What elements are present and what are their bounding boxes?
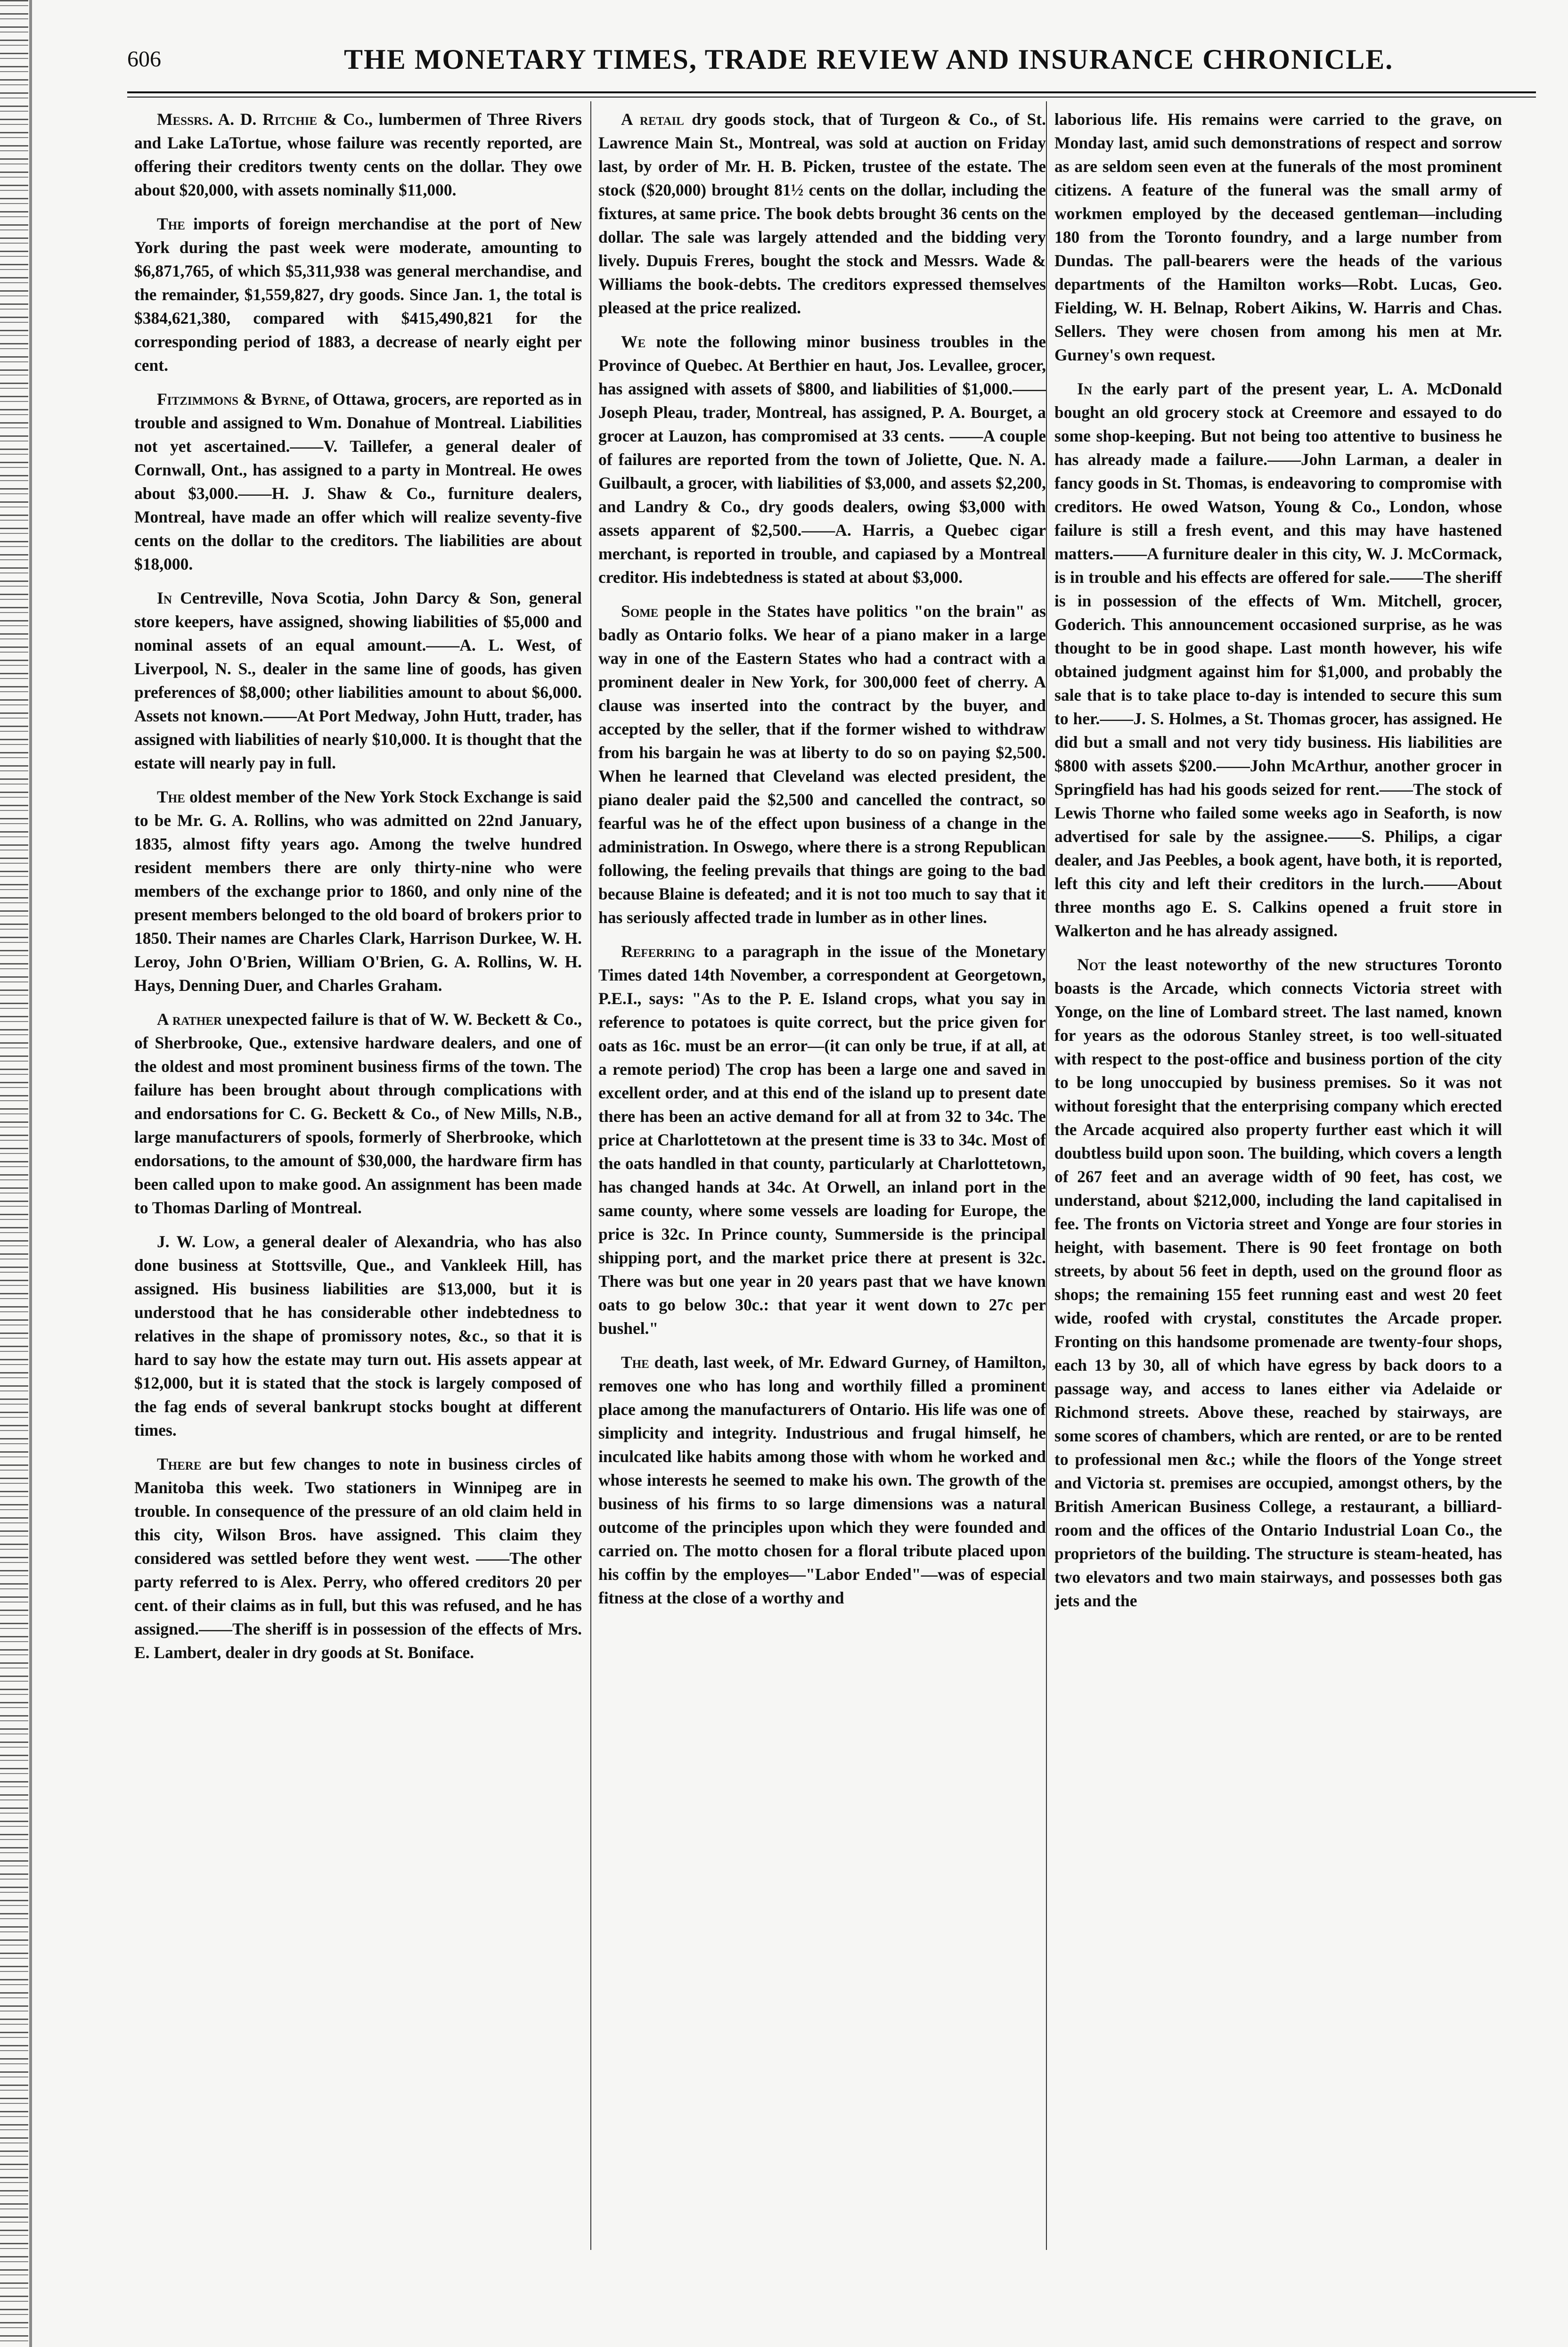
article-paragraph: [1054, 377, 1502, 942]
article-paragraph: [134, 1230, 582, 1442]
paragraph-text: to a paragraph in the issue of the Monetary Times dated 14th November, a correspondent at Georgetown, P.E.I., says: "As to the P. E. Island crops, what you say in reference to potatoes is quite correct, but the price given for oats as 16c. must be an error—(it can only be true, if at all, at a remote period) The crop has been a large one and saved in excellent order, and at this end of the island up to present date there has been an active demand for all at from 32 to 34c. The price at Charlottetown at the present time is 33 to 34c. Most of the oats handled in that county, particularly at Charlottetown, has changed hands at 34c. At Orwell, an inland port in the same county, where some vessels are loading for Europe, the price is 32c. In Prince county, Summerside is the principal shipping port, and the market price there at present is 32c. There was but one year in 20 years past that we have known oats to go below 30c.: that year it went down to 27c per bushel.": [598, 942, 1046, 1338]
paragraph-text: people in the States have politics "on the brain" as badly as Ontario folks. We hear of a piano maker in a large way in one of the Eastern States who had a contract with a prominent dealer in New York, for 300,000 feet of cherry. A clause was inserted into the contract by the buyer, and accepted by the seller, that if the former wished to withdraw from his bargain he was at liberty to do so on paying $2,500. When he learned that Cleveland was elected president, the piano dealer paid the $2,500 and cancelled the contract, so fearful was he of the effect upon business of a change in the administration. In Oswego, where there is a strong Republican following, the feeling prevails that things are going to the bad because Blaine is defeated; and it is not too much to say that it has seriously affected trade in lumber as in other lines.: [598, 602, 1046, 927]
paragraph-lead-words: J. W. Low,: [157, 1232, 239, 1251]
paragraph-lead-words: The: [157, 214, 185, 233]
paragraph-lead-words: Messrs. A. D. Ritchie & Co.,: [157, 110, 373, 129]
article-paragraph: [134, 586, 582, 775]
page-header: [127, 43, 1536, 84]
paragraph-text: Centreville, Nova Scotia, John Darcy & Son, general store keepers, have assigned, showing liabilities of $5,000 and nominal assets of an equal amount.——A. L. West, of Liverpool, N. S., dealer in the same line of goods, has given preferences of $8,000; other liabilities amount to about $6,000. Assets not known.——At Port Medway, John Hutt, trader, has assigned with liabilities of nearly $10,000. It is thought that the estate will nearly pay in full.: [134, 589, 582, 772]
paragraph-text: imports of foreign merchandise at the port of New York during the past week were moderate, amounting to $6,871,765, of which $5,311,938 was general merchandise, and the remainder, $1,559,827, dry goods. Since Jan. 1, the total is $384,621,380, compared with $415,490,821 for the corresponding period of 1883, a decrease of nearly eight per cent.: [134, 214, 582, 375]
page-number: 606: [127, 47, 161, 72]
article-paragraph: [598, 107, 1046, 319]
masthead-title: THE MONETARY TIMES, TRADE REVIEW AND INSURANCE CHRONICLE.: [344, 44, 1394, 75]
header-rule-thin: [127, 97, 1536, 98]
article-paragraph: [1054, 953, 1502, 1612]
column-divider-1: [590, 101, 591, 2250]
paragraph-text: dry goods stock, that of Turgeon & Co., of St. Lawrence Main St., Montreal, was sold at auction on Friday last, by order of Mr. H. B. Picken, trustee of the estate. The stock ($20,000) brought 81½ cents on the dollar, including the fixtures, at same price. The book debts brought 36 cents on the dollar. The sale was largely attended and the bidding very lively. Dupuis Freres, bought the stock and Messrs. Wade & Williams the book-debts. The creditors expressed themselves pleased at the price realized.: [598, 110, 1046, 317]
article-paragraph: [134, 212, 582, 377]
paragraph-text: the early part of the present year, L. A. McDonald bought an old grocery stock at Creemore and essayed to do some shop-keeping. But not being too attentive to business he has already made a failure.——John Larman, a dealer in fancy goods in St. Thomas, is endeavoring to compromise with creditors. He owed Watson, Young & Co., London, whose failure is still a fresh event, and this may have hastened matters.——A furniture dealer in this city, W. J. McCormack, is in trouble and his effects are offered for sale.——The sheriff is in possession of the effects of Wm. Mitchell, grocer, Goderich. This announcement occasioned surprise, as he was thought to be in good shape. Last month however, his wife obtained judgment against him for $1,000, and probably the sale that is to take place to-day is intended to secure this sum to her.——J. S. Holmes, a St. Thomas grocer, has assigned. He did but a small and not very tidy business. His liabilities are $800 with assets $200.——John McArthur, another grocer in Springfield has had his goods seized for rent.——The stock of Lewis Thorne who failed some weeks ago in Seaforth, is now advertised for sale by the assignee.——S. Philips, a cigar dealer, and Jas Peebles, a book agent, have both, it is reported, left this city and left their creditors in the lurch.——About three months ago E. S. Calkins opened a fruit store in Walkerton and he has already assigned.: [1054, 379, 1502, 940]
paragraph-lead-words: Fitzimmons & Byrne,: [157, 390, 310, 409]
paragraph-lead-words: In: [157, 589, 172, 607]
paragraph-text: the least noteworthy of the new structures Toronto boasts is the Arcade, which connects Victoria street with Yonge, on the line of Lombard street. The last named, known for years as the odorous Stanley street, is too well-situated with respect to the post-office and business portion of the city to be long unoccupied by business premises. So it was not without foresight that the enterprising company which erected the Arcade acquired also property further east which it will doubtless build upon soon. The building, which covers a length of 267 feet and an average width of 90 feet, has cost, we understand, about $212,000, including the land capitalised in fee. The fronts on Victoria street and Yonge are four stories in height, with basement. There is 90 feet frontage on both streets, by about 56 feet in depth, used on the ground floor as shops; the remaining 155 feet running east and west 20 feet wide, roofed with crystal, constitutes the Arcade proper. Fronting on this handsome promenade are twenty-four shops, each 13 by 30, all of which have egress by back doors to a passage way, and access to lanes either via Adelaide or Richmond streets. Above these, reached by stairways, are some scores of chambers, which are rented, or are to be rented to professional men &c.; while the floors of the Yonge street and Victoria st. premises are occupied, amongst others, by the British American Business College, a restaurant, a billiard-room and the offices of the Ontario Industrial Loan Co., the proprietors of the building. The structure is steam-heated, has two elevators and two main stairways, and possesses both gas jets and the: [1054, 955, 1502, 1610]
paragraph-lead-words: A rather: [157, 1010, 222, 1029]
paragraph-text: a general dealer of Alexandria, who has also done business at Stottsville, Que., and Vankleek Hill, has assigned. His business liabilities are $13,000, but it is understood that he has considerable other indebtedness to relatives in the shape of promissory notes, &c., so that it is hard to say how the estate may turn out. His assets appear at $12,000, but it is stated that the stock is largely composed of the fag ends of several bankrupt stocks bought at different times.: [134, 1232, 582, 1439]
paragraph-text: lumbermen of Three Rivers and Lake LaTortue, whose failure was recently reported, are offering their creditors twenty cents on the dollar. They owe about $20,000, with assets nominally $11,000.: [134, 110, 582, 199]
paragraph-lead-words: The: [621, 1353, 649, 1372]
paragraph-lead-words: We: [621, 332, 646, 351]
paragraph-text: are but few changes to note in business circles of Manitoba this week. Two stationers in Winnipeg are in trouble. In consequence of the pressure of an old claim held in this city, Wilson Bros. have assigned. This claim they considered was settled before they went west. ——The other party referred to is Alex. Perry, who offered creditors 20 per cent. of their claims as in full, but this was refused, and he has assigned.——The sheriff is in possession of the effects of Mrs. E. Lambert, dealer in dry goods at St. Boniface.: [134, 1455, 582, 1662]
paragraph-lead-words: In: [1077, 379, 1092, 398]
paragraph-text: death, last week, of Mr. Edward Gurney, of Hamilton, removes one who has long and worthily filled a prominent place among the manufacturers of Ontario. His life was one of simplicity and integrity. Industrious and frugal himself, he inculcated like habits among those with whom he worked and whose interests he seemed to make his own. The growth of the business of his firms to so large dimensions was a natural outcome of the principles upon which they were founded and carried on. The motto chosen for a floral tribute placed upon his coffin by the employes—"Labor Ended"—was of especial fitness at the close of a worthy and: [598, 1353, 1046, 1607]
paragraph-text: note the following minor business troubles in the Province of Quebec. At Berthier en haut, Jos. Levallee, grocer, has assigned with assets of $800, and liabilities of $1,000.——Joseph Pleau, trader, Montreal, has assigned, P. A. Bourget, a grocer at Lauzon, has compromised at 33 cents. ——A couple of failures are reported from the town of Joliette, Que. N. A. Guilbault, a grocer, with liabilities of $3,000, and assets $2,200, and Landry & Co., dry goods dealers, owing $3,000 with assets apparent of $2,500.——A. Harris, a Quebec cigar merchant, is reported in trouble, and capiased by a Montreal creditor. His indebtedness is stated at about $3,000.: [598, 332, 1046, 587]
article-paragraph: [134, 107, 582, 202]
column-3: [1054, 107, 1502, 2298]
paragraph-lead-words: A retail: [621, 110, 684, 129]
column-divider-2: [1046, 101, 1047, 2250]
page-binding-shadow: [29, 0, 32, 2347]
paragraph-text: laborious life. His remains were carried to the grave, on Monday last, amid such demonstrations of respect and sorrow as are seldom seen even at the funerals of the most prominent citizens. A feature of the funeral was the small army of workmen employed by the deceased gentleman—including 180 from the Toronto foundry, and a large number from Dundas. The pall-bearers were the heads of the various departments of the Hamilton works—Robt. Lucas, Geo. Fielding, W. H. Belnap, Robert Aikins, W. Harris and Chas. Sellers. They were chosen from among his men at Mr. Gurney's own request.: [1054, 110, 1502, 364]
article-paragraph: [134, 387, 582, 576]
page-binding-edge: [0, 0, 28, 2347]
article-paragraph: [598, 330, 1046, 589]
paragraph-text: unexpected failure is that of W. W. Beckett & Co., of Sherbrooke, Que., extensive hardware dealers, and one of the oldest and most prominent business firms of the town. The failure has been brought about through complications with and endorsations for C. G. Beckett & Co., of New Mills, N.B., large manufacturers of spools, formerly of Sherbrooke, which endorsations, to the amount of $30,000, the hardware firm has been called upon to make good. An assignment has been made to Thomas Darling of Montreal.: [134, 1010, 582, 1217]
article-paragraph: [134, 785, 582, 997]
header-rule-thick: [127, 91, 1536, 93]
article-paragraph: [598, 599, 1046, 929]
article-paragraph: [134, 1452, 582, 1664]
paragraph-lead-words: Not: [1077, 955, 1106, 974]
paragraph-lead-words: There: [157, 1455, 202, 1473]
article-paragraph: [1054, 107, 1502, 367]
paragraph-lead-words: The: [157, 787, 185, 806]
column-2: [598, 107, 1046, 2298]
column-1: [134, 107, 582, 2298]
paragraph-text: of Ottawa, grocers, are reported as in trouble and assigned to Wm. Donahue of Montreal. Liabilities not yet ascertained.——V. Taillefer, a general dealer of Cornwall, Ont., has assigned to a party in Montreal. He owes about $3,000.——H. J. Shaw & Co., furniture dealers, Montreal, have made an offer which will realize seventy-five cents on the dollar to the creditors. The liabilities are about $18,000.: [134, 390, 582, 573]
paragraph-lead-words: Referring: [621, 942, 695, 961]
paragraph-lead-words: Some: [621, 602, 659, 621]
paragraph-text: oldest member of the New York Stock Exchange is said to be Mr. G. A. Rollins, who was admitted on 22nd January, 1835, almost fifty years ago. Among the twelve hundred resident members there are only thirty-nine who were members of the exchange prior to 1860, and only nine of the present members belonged to the old board of brokers prior to 1850. Their names are Charles Clark, Harrison Durkee, W. H. Leroy, John O'Brien, William O'Brien, G. A. Rollins, W. H. Hays, Denning Duer, and Charles Graham.: [134, 787, 582, 995]
article-paragraph: [598, 940, 1046, 1340]
article-paragraph: [598, 1350, 1046, 1610]
article-paragraph: [134, 1007, 582, 1219]
